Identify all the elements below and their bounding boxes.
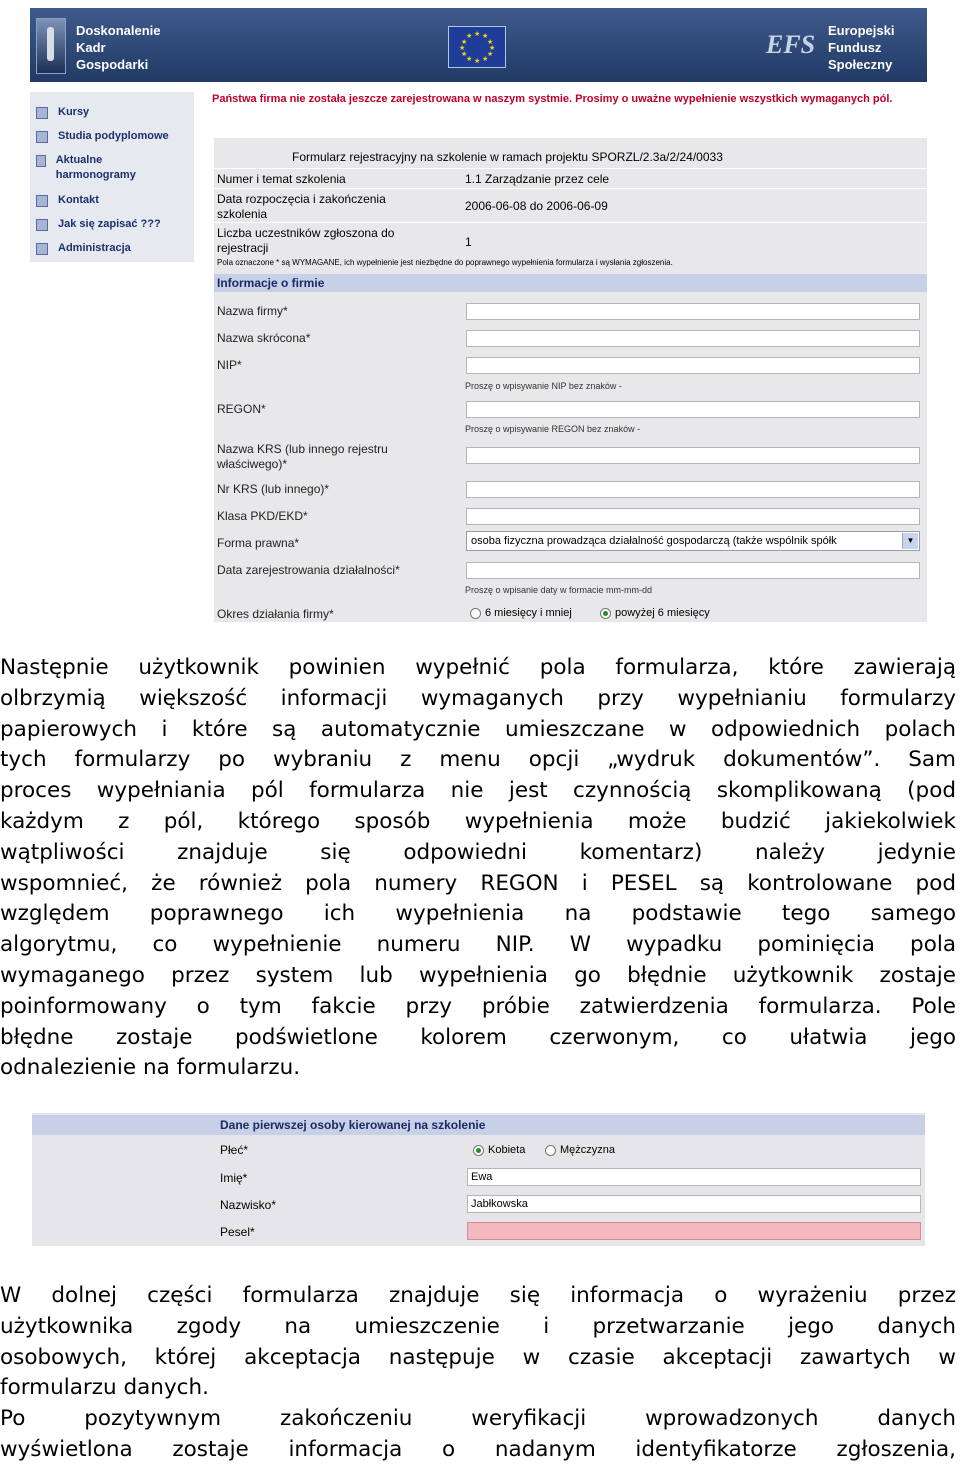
- radio-selected-icon[interactable]: [473, 1145, 484, 1156]
- sidebar-item-jak-sie-zapisac[interactable]: [36, 217, 161, 232]
- bullet-icon: [36, 107, 48, 119]
- eu-flag-icon: ★ ★ ★ ★ ★ ★ ★ ★ ★ ★ ★ ★: [448, 26, 506, 68]
- pkd-label: Klasa PKD/EKD*: [217, 509, 308, 523]
- pesel-label: Pesel*: [220, 1225, 255, 1239]
- first-name-input[interactable]: Ewa: [467, 1168, 921, 1186]
- sidebar-item-label: Kontakt: [58, 194, 99, 206]
- sidebar-item-label: Studia podyplomowe: [58, 130, 169, 142]
- training-value: 1.1 Zarządzanie przez cele: [465, 172, 610, 186]
- regon-hint: Proszę o wpisywanie REGON bez znaków -: [465, 424, 641, 434]
- bullet-icon: [36, 131, 48, 143]
- section-header: [214, 274, 927, 292]
- reg-date-label: Data zarejestrowania działalności*: [217, 563, 400, 577]
- short-name-input[interactable]: [466, 330, 920, 347]
- site-title-line-3: Gospodarki: [76, 57, 149, 72]
- sidebar-item-label: Kursy: [58, 106, 90, 118]
- paragraph-line: tych formularzy po wybraniu z menu opcji „wydruk dokumentów”. Sam: [0, 747, 956, 773]
- krs-number-label: Nr KRS (lub innego)*: [217, 482, 330, 496]
- paragraph-line: proces wypełniania pól formularza nie jest czynnością skomplikowaną (pod: [0, 778, 956, 804]
- regon-input[interactable]: [466, 401, 920, 418]
- required-legend: Pola oznaczone * są WYMAGANE, ich wypełnienie jest niezbędne do poprawnego wypełnienia formularza i wysłania zgłoszenia.: [217, 258, 673, 267]
- legal-form-value: osoba fizyczna prowadząca działalność gospodarczą (także wspólnik spółk: [471, 535, 837, 547]
- paragraph-line: wyświetlona zostaje informacja o nadanym identyfikatorze zgłoszenia,: [0, 1436, 956, 1462]
- sidebar-item-kursy[interactable]: [36, 105, 89, 120]
- paragraph-line: papierowych i które są automatycznie umieszczane w odpowiednich polach: [0, 716, 956, 742]
- first-name-label: Imię*: [220, 1171, 248, 1185]
- period-option-short-label: 6 miesięcy i mniej: [485, 607, 572, 619]
- gender-option-male-label: Mężczyzna: [560, 1144, 616, 1156]
- nip-label: NIP*: [217, 358, 242, 372]
- nip-hint: Proszę o wpisywanie NIP bez znaków -: [465, 381, 622, 391]
- site-title-line-2: Kadr: [76, 40, 106, 55]
- krs-name-label: Nazwa KRS (lub innego rejestru właściwego)*: [217, 442, 388, 471]
- radio-icon[interactable]: [470, 608, 481, 619]
- section-header: [32, 1115, 925, 1135]
- nip-input[interactable]: [466, 357, 920, 374]
- participants-label: Liczba uczestników zgłoszona do rejestracji: [217, 226, 395, 255]
- section-title: Dane pierwszej osoby kierowanej na szkolenie: [220, 1118, 486, 1132]
- registration-screenshot: [30, 8, 927, 622]
- paragraph-line: poinformowany o tym fakcie przy próbie zatwierdzenia formularza. Pole: [0, 993, 956, 1019]
- reg-date-hint: Proszę o wpisanie daty w formacie mm-mm-dd: [465, 585, 653, 595]
- paragraph-line: błędne zostaje podświetlone kolorem czerwonym, co ułatwia jego: [0, 1024, 956, 1050]
- gender-label: Płeć*: [220, 1143, 249, 1157]
- bullet-icon: [36, 195, 48, 207]
- form-title: Formularz rejestracyjny na szkolenie w ramach projektu SPORZL/2.3a/2/24/0033: [292, 150, 723, 164]
- last-name-label: Nazwisko*: [220, 1198, 277, 1212]
- dates-label: Data rozpoczęcia i zakończenia szkolenia: [217, 192, 386, 221]
- paragraph-line: użytkownika zgody na umieszczenie i przetwarzanie jego danych: [0, 1313, 956, 1339]
- site-title-line-1: Doskonalenie: [76, 23, 161, 38]
- paragraph-line: każdym z pól, którego sposób wypełnienia może budzić jakiekolwiek: [0, 808, 956, 834]
- pesel-input-error[interactable]: [467, 1222, 921, 1240]
- company-name-input[interactable]: [466, 303, 920, 320]
- sidebar-item-label: Administracja: [58, 242, 131, 254]
- period-option-long-label: powyżej 6 miesięcy: [615, 607, 710, 619]
- paragraph-line: algorytmu, co wypełnienie numeru NIP. W wypadku pominięcia pola: [0, 932, 956, 958]
- dkg-logo-icon: [36, 18, 66, 74]
- bullet-icon: [36, 155, 46, 167]
- bullet-icon: [36, 243, 48, 255]
- paragraph-line: Następnie użytkownik powinien wypełnić pola formularza, które zawierają: [0, 655, 956, 680]
- period-option-long[interactable]: [600, 607, 710, 619]
- paragraph-line: wspomnieć, że również pola numery REGON i PESEL są kontrolowane pod: [0, 870, 956, 896]
- sidebar-item-label: Aktualne harmonogramy: [55, 154, 136, 181]
- paragraph-line: wątpliwości znajduje się odpowiedni komentarz) należy jedynie: [0, 839, 956, 865]
- section-title: Informacje o firmie: [217, 276, 325, 290]
- radio-icon[interactable]: [545, 1145, 556, 1156]
- paragraph-line: odnalezienie na formularzu.: [0, 1055, 301, 1081]
- registration-form: [214, 138, 927, 622]
- sidebar-item-studia[interactable]: [36, 129, 169, 144]
- paragraph-line: formularzu danych.: [0, 1375, 209, 1401]
- krs-name-input[interactable]: [466, 447, 920, 464]
- efs-title-line-1: Europejski: [828, 23, 895, 38]
- paragraph-2: [0, 1281, 956, 1466]
- sidebar-nav: [30, 92, 194, 262]
- site-banner: [30, 8, 927, 82]
- paragraph-line: Po pozytywnym zakończeniu weryfikacji wprowadzonych danych: [0, 1406, 956, 1432]
- site-title[interactable]: [76, 22, 161, 73]
- sidebar-item-kontakt[interactable]: [36, 193, 99, 208]
- efs-title-line-3: Społeczny: [828, 57, 893, 72]
- chevron-down-icon[interactable]: ▼: [902, 533, 918, 549]
- sidebar-item-harmonogramy[interactable]: [36, 153, 156, 183]
- reg-date-input[interactable]: [466, 562, 920, 579]
- efs-title: [828, 22, 894, 73]
- sidebar-item-administracja[interactable]: [36, 241, 131, 256]
- gender-option-male[interactable]: [545, 1144, 615, 1156]
- paragraph-1: [0, 653, 956, 1084]
- paragraph-line: względem poprawnego ich wypełnienia na podstawie tego samego: [0, 901, 956, 927]
- bullet-icon: [36, 219, 48, 231]
- dates-value: 2006-06-08 do 2006-06-09: [465, 199, 608, 213]
- paragraph-line: W dolnej części formularza znajduje się informacja o wyrażeniu przez: [0, 1283, 956, 1308]
- last-name-input[interactable]: Jabłkowska: [467, 1195, 921, 1213]
- participant-form-screenshot: [32, 1113, 925, 1246]
- paragraph-line: wymaganego przez system lub wypełnienia go błędnie użytkownik zostaje: [0, 962, 956, 988]
- regon-label: REGON*: [217, 402, 266, 416]
- participants-value: 1: [465, 235, 472, 249]
- period-label: Okres działania firmy*: [217, 607, 334, 621]
- sidebar-item-label: Jak się zapisać ???: [58, 218, 161, 230]
- legal-form-label: Forma prawna*: [217, 536, 300, 550]
- radio-selected-icon[interactable]: [600, 608, 611, 619]
- training-label: Numer i temat szkolenia: [217, 172, 346, 186]
- paragraph-line: osobowych, której akceptacja następuje w czasie akceptacji zawartych w: [0, 1344, 956, 1370]
- efs-logo: EFS: [766, 30, 816, 59]
- gender-option-female[interactable]: [473, 1144, 525, 1156]
- efs-title-line-2: Fundusz: [828, 40, 882, 55]
- krs-number-input[interactable]: [466, 481, 920, 498]
- legal-form-select[interactable]: [466, 531, 920, 551]
- period-option-short[interactable]: [470, 607, 572, 619]
- short-name-label: Nazwa skrócona*: [217, 331, 311, 345]
- pkd-input[interactable]: [466, 508, 920, 525]
- error-message: Państwa firma nie została jeszcze zarejestrowana w naszym systmie. Prosimy o uważne wypełnienie wszystkich wymaganych pól.: [212, 93, 893, 105]
- paragraph-line: olbrzymią większość informacji wymaganych przy wypełnianiu formularzy: [0, 685, 956, 711]
- gender-option-female-label: Kobieta: [488, 1144, 526, 1156]
- company-name-label: Nazwa firmy*: [217, 304, 288, 318]
